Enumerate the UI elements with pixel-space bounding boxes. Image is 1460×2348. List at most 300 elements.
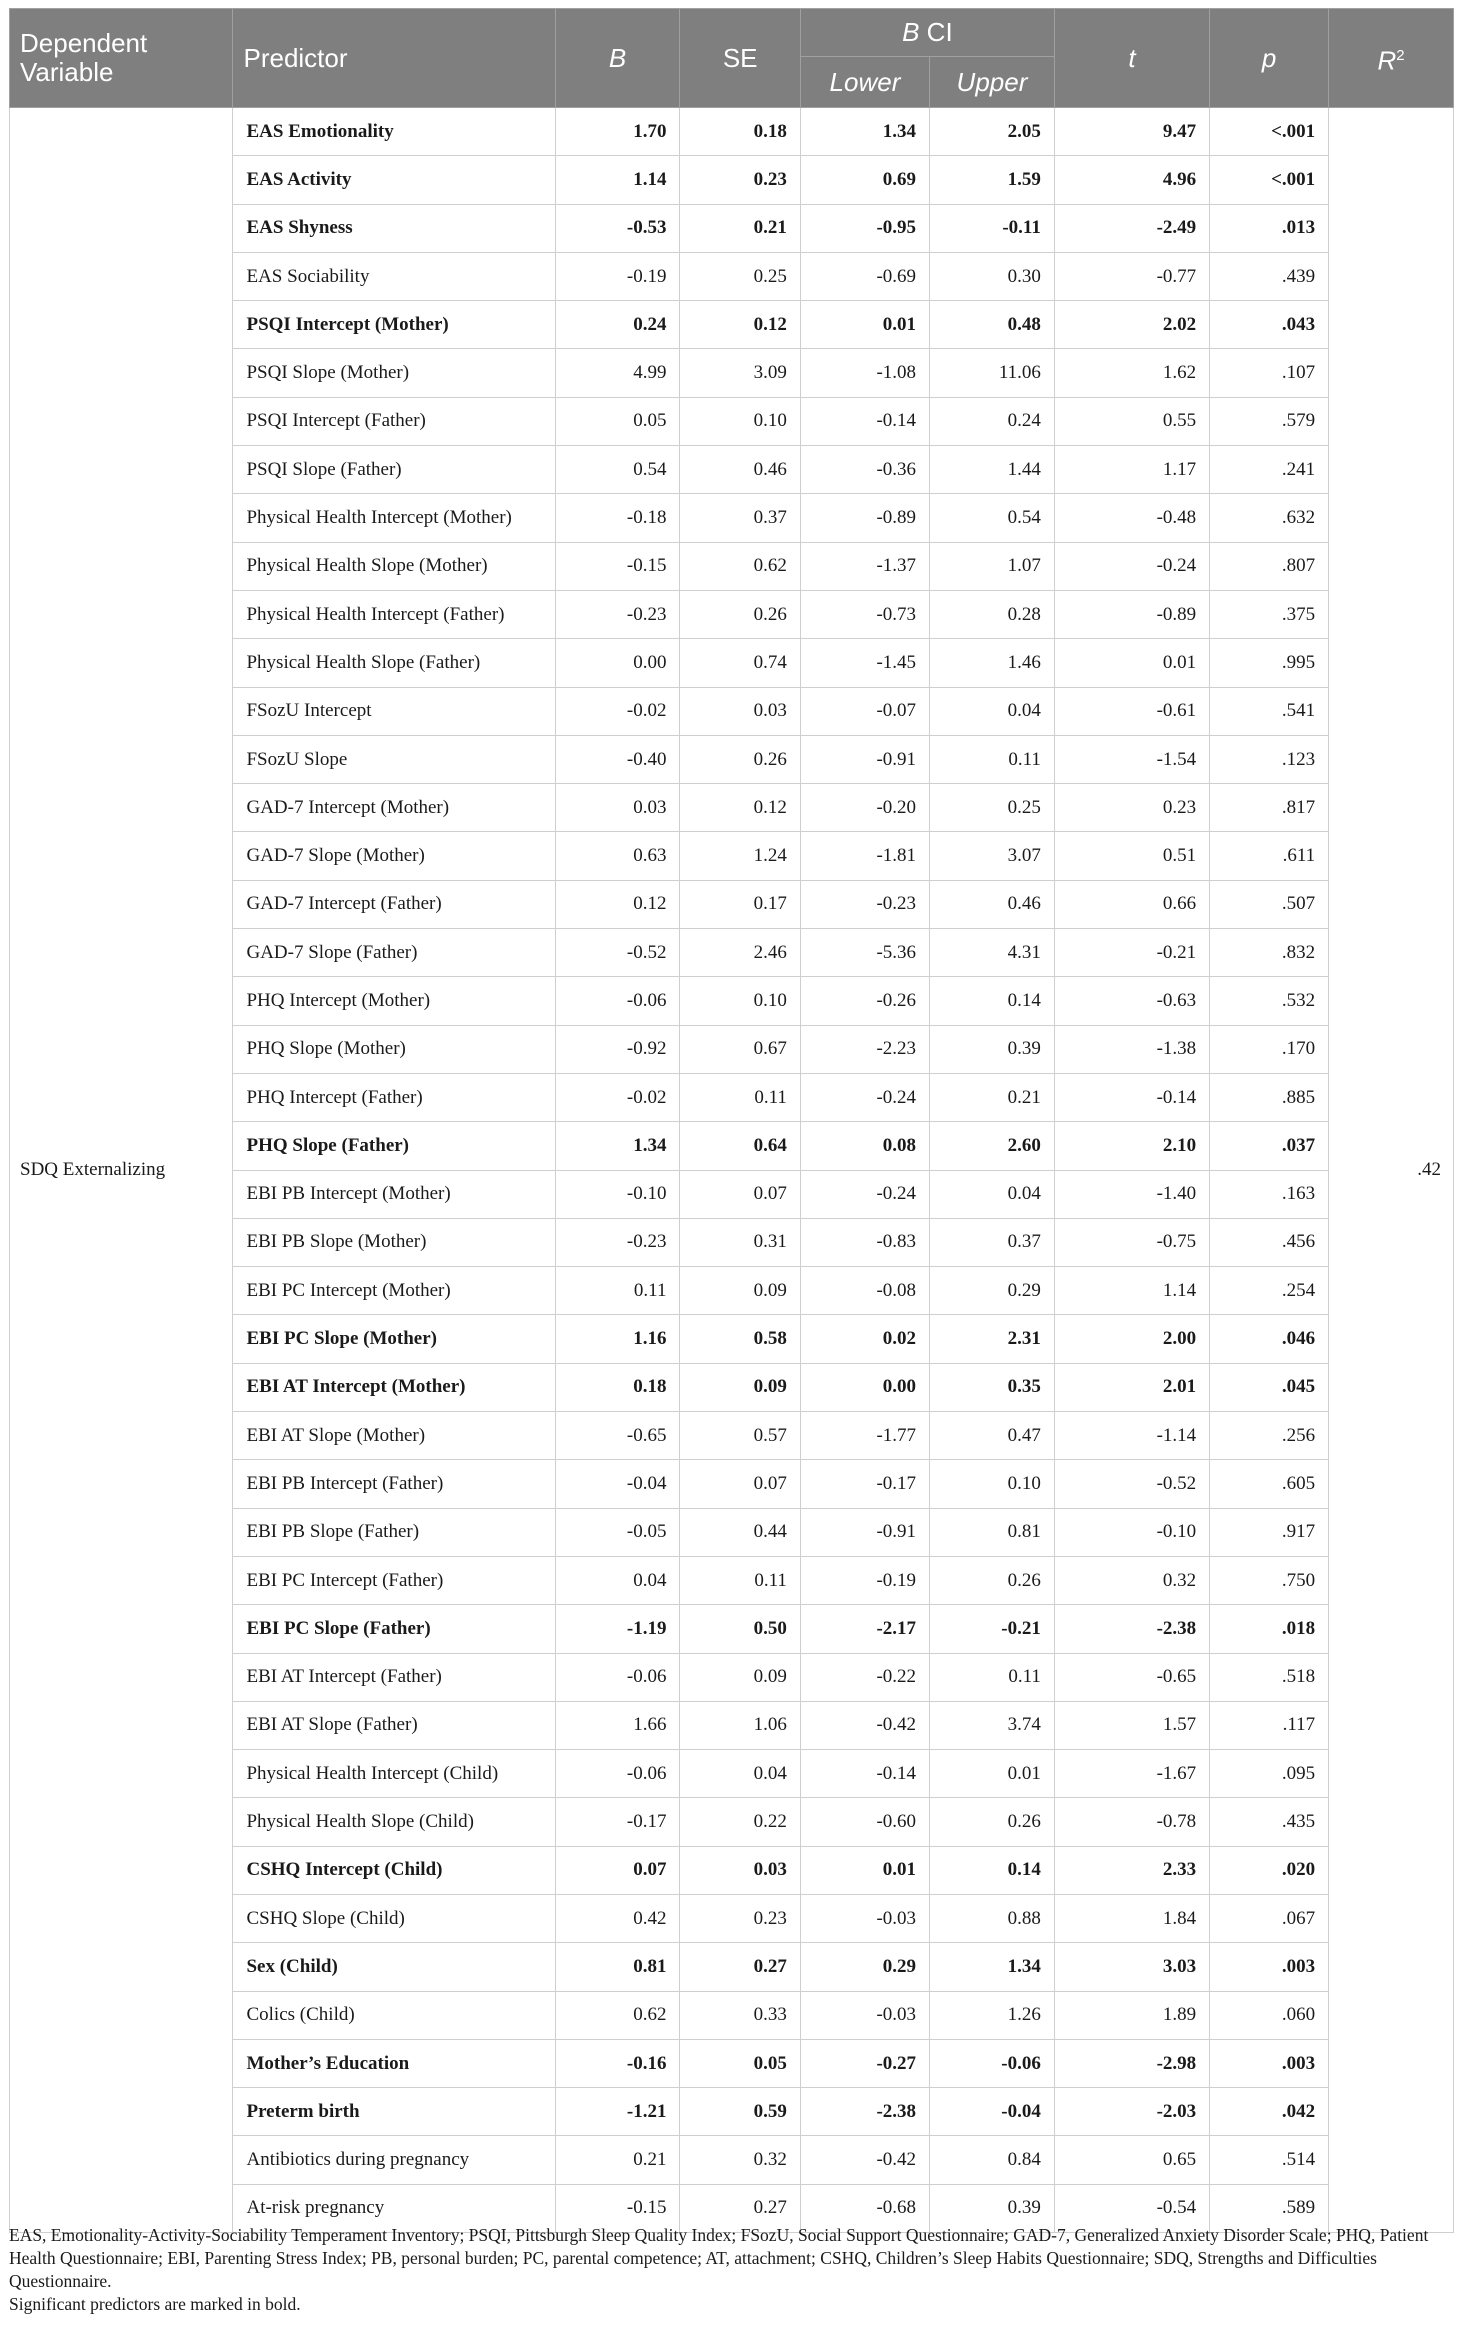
header-lower: Lower — [800, 57, 929, 108]
b-cell: 1.70 — [555, 108, 680, 156]
b-cell: 1.66 — [555, 1701, 680, 1749]
upper-cell: 2.05 — [930, 108, 1055, 156]
lower-cell: 0.00 — [800, 1363, 929, 1411]
predictor-cell: EBI PB Slope (Mother) — [233, 1218, 555, 1266]
b-cell: -0.05 — [555, 1508, 680, 1556]
upper-cell: 0.04 — [930, 1170, 1055, 1218]
upper-cell: -0.21 — [930, 1605, 1055, 1653]
predictor-cell: Colics (Child) — [233, 1991, 555, 2039]
t-cell: 2.33 — [1054, 1846, 1209, 1894]
upper-cell: 0.54 — [930, 494, 1055, 542]
b-cell: 0.81 — [555, 1943, 680, 1991]
upper-cell: 0.39 — [930, 1025, 1055, 1073]
b-cell: -0.19 — [555, 252, 680, 300]
predictor-cell: Mother’s Education — [233, 2039, 555, 2087]
header-upper: Upper — [930, 57, 1055, 108]
predictor-cell: GAD-7 Slope (Mother) — [233, 832, 555, 880]
se-cell: 0.11 — [680, 1073, 800, 1121]
p-cell: .117 — [1210, 1701, 1329, 1749]
lower-cell: -2.23 — [800, 1025, 929, 1073]
predictor-cell: At-risk pregnancy — [233, 2184, 555, 2232]
b-cell: -0.53 — [555, 204, 680, 252]
lower-cell: -2.38 — [800, 2088, 929, 2136]
lower-cell: -0.60 — [800, 1798, 929, 1846]
predictor-cell: EAS Shyness — [233, 204, 555, 252]
t-cell: 0.55 — [1054, 397, 1209, 445]
lower-cell: -1.77 — [800, 1412, 929, 1460]
lower-cell: -2.17 — [800, 1605, 929, 1653]
b-cell: -0.65 — [555, 1412, 680, 1460]
se-cell: 0.57 — [680, 1412, 800, 1460]
abbreviations-note: EAS, Emotionality-Activity-Sociability Temperament Inventory; PSQI, Pittsburgh Sleep Quality Index; FSozU, Social Support Questionnaire; GAD-7, Generalized Anxiety Disorder Scale; PHQ, Patient Health Questionnaire; EBI, Parenting Stress Index; PB, personal burden; PC, parental competence; AT, attachment; CSHQ, Children’s Sleep Habits Questionnaire; SDQ, Strengths and Difficulties Questionnaire. — [9, 2225, 1429, 2291]
predictor-cell: EBI PC Intercept (Father) — [233, 1556, 555, 1604]
t-cell: 2.00 — [1054, 1315, 1209, 1363]
predictor-cell: PHQ Slope (Father) — [233, 1122, 555, 1170]
header-b-ci-text: CI — [926, 17, 953, 47]
predictor-cell: Preterm birth — [233, 2088, 555, 2136]
p-cell: .060 — [1210, 1991, 1329, 2039]
p-cell: .995 — [1210, 639, 1329, 687]
t-cell: -0.75 — [1054, 1218, 1209, 1266]
predictor-cell: EBI PC Intercept (Mother) — [233, 1267, 555, 1315]
upper-cell: 0.88 — [930, 1894, 1055, 1942]
p-cell: .750 — [1210, 1556, 1329, 1604]
se-cell: 0.07 — [680, 1460, 800, 1508]
lower-cell: -0.91 — [800, 1508, 929, 1556]
b-cell: 0.63 — [555, 832, 680, 880]
se-cell: 0.44 — [680, 1508, 800, 1556]
t-cell: 0.23 — [1054, 784, 1209, 832]
b-cell: -0.04 — [555, 1460, 680, 1508]
upper-cell: 1.34 — [930, 1943, 1055, 1991]
lower-cell: -0.73 — [800, 590, 929, 638]
b-cell: -0.06 — [555, 977, 680, 1025]
p-cell: .003 — [1210, 1943, 1329, 1991]
b-cell: -0.18 — [555, 494, 680, 542]
se-cell: 1.06 — [680, 1701, 800, 1749]
p-cell: .632 — [1210, 494, 1329, 542]
table-body — [10, 108, 1454, 2233]
t-cell: -1.67 — [1054, 1750, 1209, 1798]
upper-cell: 0.84 — [930, 2136, 1055, 2184]
se-cell: 0.59 — [680, 2088, 800, 2136]
upper-cell: 3.07 — [930, 832, 1055, 880]
b-cell: -0.16 — [555, 2039, 680, 2087]
se-cell: 0.11 — [680, 1556, 800, 1604]
upper-cell: 0.46 — [930, 880, 1055, 928]
lower-cell: -0.91 — [800, 735, 929, 783]
p-cell: .456 — [1210, 1218, 1329, 1266]
predictor-cell: Physical Health Slope (Father) — [233, 639, 555, 687]
se-cell: 0.17 — [680, 880, 800, 928]
lower-cell: -0.22 — [800, 1653, 929, 1701]
predictor-cell: EAS Activity — [233, 156, 555, 204]
t-cell: 0.65 — [1054, 2136, 1209, 2184]
predictor-cell: PSQI Intercept (Father) — [233, 397, 555, 445]
t-cell: -1.40 — [1054, 1170, 1209, 1218]
t-cell: 2.10 — [1054, 1122, 1209, 1170]
lower-cell: -0.69 — [800, 252, 929, 300]
b-cell: -0.52 — [555, 929, 680, 977]
b-cell: 1.16 — [555, 1315, 680, 1363]
p-cell: .435 — [1210, 1798, 1329, 1846]
predictor-cell: EBI PB Intercept (Father) — [233, 1460, 555, 1508]
lower-cell: 0.29 — [800, 1943, 929, 1991]
t-cell: -0.78 — [1054, 1798, 1209, 1846]
lower-cell: -0.68 — [800, 2184, 929, 2232]
b-cell: 0.12 — [555, 880, 680, 928]
upper-cell: 0.39 — [930, 2184, 1055, 2232]
lower-cell: -0.03 — [800, 1894, 929, 1942]
header-predictor: Predictor — [233, 9, 555, 108]
p-cell: .107 — [1210, 349, 1329, 397]
b-cell: 4.99 — [555, 349, 680, 397]
lower-cell: -0.26 — [800, 977, 929, 1025]
b-cell: -0.10 — [555, 1170, 680, 1218]
lower-cell: -1.37 — [800, 542, 929, 590]
b-cell: 0.24 — [555, 301, 680, 349]
se-cell: 2.46 — [680, 929, 800, 977]
se-cell: 0.26 — [680, 735, 800, 783]
predictor-cell: PSQI Slope (Father) — [233, 446, 555, 494]
p-cell: .254 — [1210, 1267, 1329, 1315]
t-cell: -0.52 — [1054, 1460, 1209, 1508]
upper-cell: -0.11 — [930, 204, 1055, 252]
t-cell: -0.61 — [1054, 687, 1209, 735]
t-cell: 1.57 — [1054, 1701, 1209, 1749]
lower-cell: -0.07 — [800, 687, 929, 735]
t-cell: 0.32 — [1054, 1556, 1209, 1604]
lower-cell: -0.27 — [800, 2039, 929, 2087]
b-cell: -0.15 — [555, 2184, 680, 2232]
b-cell: 0.42 — [555, 1894, 680, 1942]
p-cell: .579 — [1210, 397, 1329, 445]
b-cell: -0.17 — [555, 1798, 680, 1846]
predictor-cell: Physical Health Slope (Mother) — [233, 542, 555, 590]
p-cell: .514 — [1210, 2136, 1329, 2184]
lower-cell: 0.01 — [800, 301, 929, 349]
t-cell: -0.14 — [1054, 1073, 1209, 1121]
predictor-cell: EBI AT Slope (Mother) — [233, 1412, 555, 1460]
header-p: p — [1210, 9, 1329, 108]
lower-cell: -0.36 — [800, 446, 929, 494]
se-cell: 1.24 — [680, 832, 800, 880]
predictor-cell: EBI PC Slope (Mother) — [233, 1315, 555, 1363]
predictor-cell: Physical Health Intercept (Mother) — [233, 494, 555, 542]
p-cell: .241 — [1210, 446, 1329, 494]
predictor-cell: GAD-7 Slope (Father) — [233, 929, 555, 977]
header-b: B — [555, 9, 680, 108]
predictor-cell: PHQ Slope (Mother) — [233, 1025, 555, 1073]
se-cell: 0.04 — [680, 1750, 800, 1798]
t-cell: 4.96 — [1054, 156, 1209, 204]
header-t: t — [1054, 9, 1209, 108]
p-cell: .807 — [1210, 542, 1329, 590]
predictor-cell: Antibiotics during pregnancy — [233, 2136, 555, 2184]
b-cell: -0.23 — [555, 590, 680, 638]
p-cell: .095 — [1210, 1750, 1329, 1798]
header-se: SE — [680, 9, 800, 108]
lower-cell: -0.42 — [800, 1701, 929, 1749]
predictor-cell: Sex (Child) — [233, 1943, 555, 1991]
t-cell: 1.84 — [1054, 1894, 1209, 1942]
b-cell: 0.21 — [555, 2136, 680, 2184]
upper-cell: 0.35 — [930, 1363, 1055, 1411]
predictor-cell: GAD-7 Intercept (Mother) — [233, 784, 555, 832]
b-cell: -0.15 — [555, 542, 680, 590]
p-cell: .256 — [1210, 1412, 1329, 1460]
b-cell: 0.00 — [555, 639, 680, 687]
se-cell: 0.05 — [680, 2039, 800, 2087]
b-cell: 0.54 — [555, 446, 680, 494]
predictor-cell: EBI AT Slope (Father) — [233, 1701, 555, 1749]
se-cell: 0.58 — [680, 1315, 800, 1363]
lower-cell: 0.01 — [800, 1846, 929, 1894]
se-cell: 0.22 — [680, 1798, 800, 1846]
se-cell: 0.03 — [680, 1846, 800, 1894]
lower-cell: -0.95 — [800, 204, 929, 252]
t-cell: -0.65 — [1054, 1653, 1209, 1701]
lower-cell: -1.81 — [800, 832, 929, 880]
upper-cell: 0.24 — [930, 397, 1055, 445]
regression-table — [9, 8, 1454, 2233]
dependent-variable-cell: SDQ Externalizing — [10, 108, 233, 2233]
se-cell: 0.32 — [680, 2136, 800, 2184]
p-cell: .020 — [1210, 1846, 1329, 1894]
b-cell: -1.21 — [555, 2088, 680, 2136]
upper-cell: 1.59 — [930, 156, 1055, 204]
t-cell: -1.54 — [1054, 735, 1209, 783]
upper-cell: 3.74 — [930, 1701, 1055, 1749]
upper-cell: 0.26 — [930, 1798, 1055, 1846]
upper-cell: 0.25 — [930, 784, 1055, 832]
b-cell: -1.19 — [555, 1605, 680, 1653]
lower-cell: -0.24 — [800, 1170, 929, 1218]
predictor-cell: PHQ Intercept (Father) — [233, 1073, 555, 1121]
upper-cell: 0.29 — [930, 1267, 1055, 1315]
p-cell: .611 — [1210, 832, 1329, 880]
se-cell: 0.09 — [680, 1653, 800, 1701]
upper-cell: 0.01 — [930, 1750, 1055, 1798]
lower-cell: -1.45 — [800, 639, 929, 687]
se-cell: 0.18 — [680, 108, 800, 156]
p-cell: .163 — [1210, 1170, 1329, 1218]
lower-cell: -0.23 — [800, 880, 929, 928]
se-cell: 0.64 — [680, 1122, 800, 1170]
upper-cell: 0.14 — [930, 977, 1055, 1025]
p-cell: .042 — [1210, 2088, 1329, 2136]
b-cell: -0.02 — [555, 1073, 680, 1121]
lower-cell: 1.34 — [800, 108, 929, 156]
upper-cell: 2.31 — [930, 1315, 1055, 1363]
t-cell: 0.66 — [1054, 880, 1209, 928]
p-cell: .917 — [1210, 1508, 1329, 1556]
se-cell: 0.23 — [680, 156, 800, 204]
se-cell: 0.25 — [680, 252, 800, 300]
t-cell: 1.17 — [1054, 446, 1209, 494]
upper-cell: 1.07 — [930, 542, 1055, 590]
b-cell: -0.92 — [555, 1025, 680, 1073]
lower-cell: -5.36 — [800, 929, 929, 977]
p-cell: .067 — [1210, 1894, 1329, 1942]
upper-cell: 0.11 — [930, 735, 1055, 783]
header-b-ci — [800, 9, 1054, 57]
upper-cell: 0.14 — [930, 1846, 1055, 1894]
predictor-cell: Physical Health Slope (Child) — [233, 1798, 555, 1846]
table-header — [10, 9, 1454, 108]
t-cell: 2.02 — [1054, 301, 1209, 349]
upper-cell: 0.21 — [930, 1073, 1055, 1121]
t-cell: -1.38 — [1054, 1025, 1209, 1073]
t-cell: 1.62 — [1054, 349, 1209, 397]
se-cell: 0.23 — [680, 1894, 800, 1942]
se-cell: 0.07 — [680, 1170, 800, 1218]
predictor-cell: PSQI Slope (Mother) — [233, 349, 555, 397]
upper-cell: 0.30 — [930, 252, 1055, 300]
table-row — [10, 108, 1454, 156]
p-cell: .507 — [1210, 880, 1329, 928]
t-cell: -2.38 — [1054, 1605, 1209, 1653]
p-cell: .817 — [1210, 784, 1329, 832]
p-cell: .885 — [1210, 1073, 1329, 1121]
se-cell: 0.50 — [680, 1605, 800, 1653]
b-cell: -0.02 — [555, 687, 680, 735]
upper-cell: 1.46 — [930, 639, 1055, 687]
p-cell: .541 — [1210, 687, 1329, 735]
predictor-cell: PSQI Intercept (Mother) — [233, 301, 555, 349]
lower-cell: -0.83 — [800, 1218, 929, 1266]
t-cell: 1.89 — [1054, 1991, 1209, 2039]
se-cell: 0.26 — [680, 590, 800, 638]
se-cell: 0.10 — [680, 397, 800, 445]
t-cell: -0.10 — [1054, 1508, 1209, 1556]
se-cell: 0.31 — [680, 1218, 800, 1266]
lower-cell: -0.03 — [800, 1991, 929, 2039]
p-cell: .003 — [1210, 2039, 1329, 2087]
b-cell: 0.04 — [555, 1556, 680, 1604]
t-cell: -0.48 — [1054, 494, 1209, 542]
t-cell: -0.77 — [1054, 252, 1209, 300]
se-cell: 0.27 — [680, 1943, 800, 1991]
t-cell: -0.54 — [1054, 2184, 1209, 2232]
upper-cell: 1.44 — [930, 446, 1055, 494]
p-cell: .045 — [1210, 1363, 1329, 1411]
b-cell: -0.06 — [555, 1653, 680, 1701]
se-cell: 0.67 — [680, 1025, 800, 1073]
lower-cell: -0.24 — [800, 1073, 929, 1121]
upper-cell: 1.26 — [930, 1991, 1055, 2039]
t-cell: 0.01 — [1054, 639, 1209, 687]
p-cell: .037 — [1210, 1122, 1329, 1170]
t-cell: -0.21 — [1054, 929, 1209, 977]
lower-cell: 0.69 — [800, 156, 929, 204]
t-cell: -2.03 — [1054, 2088, 1209, 2136]
upper-cell: 0.37 — [930, 1218, 1055, 1266]
predictor-cell: EBI PB Slope (Father) — [233, 1508, 555, 1556]
header-b-ci-b: B — [902, 17, 920, 47]
p-cell: .589 — [1210, 2184, 1329, 2232]
upper-cell: -0.06 — [930, 2039, 1055, 2087]
se-cell: 3.09 — [680, 349, 800, 397]
p-cell: .123 — [1210, 735, 1329, 783]
b-cell: 0.18 — [555, 1363, 680, 1411]
b-cell: -0.23 — [555, 1218, 680, 1266]
predictor-cell: Physical Health Intercept (Child) — [233, 1750, 555, 1798]
lower-cell: -0.20 — [800, 784, 929, 832]
lower-cell: -0.14 — [800, 1750, 929, 1798]
significance-note: Significant predictors are marked in bold. — [9, 2294, 301, 2314]
predictor-cell: EAS Emotionality — [233, 108, 555, 156]
lower-cell: 0.08 — [800, 1122, 929, 1170]
p-cell: .043 — [1210, 301, 1329, 349]
se-cell: 0.62 — [680, 542, 800, 590]
table-notes — [9, 2224, 1454, 2316]
se-cell: 0.12 — [680, 784, 800, 832]
t-cell: 0.51 — [1054, 832, 1209, 880]
upper-cell: 0.81 — [930, 1508, 1055, 1556]
header-r-squared: $R^2$ — [1329, 9, 1454, 108]
predictor-cell: FSozU Intercept — [233, 687, 555, 735]
upper-cell: 0.10 — [930, 1460, 1055, 1508]
t-cell: -2.49 — [1054, 204, 1209, 252]
p-cell: <.001 — [1210, 108, 1329, 156]
upper-cell: 0.47 — [930, 1412, 1055, 1460]
predictor-cell: Physical Health Intercept (Father) — [233, 590, 555, 638]
t-cell: 3.03 — [1054, 1943, 1209, 1991]
predictor-cell: FSozU Slope — [233, 735, 555, 783]
t-cell: -2.98 — [1054, 2039, 1209, 2087]
lower-cell: -0.17 — [800, 1460, 929, 1508]
se-cell: 0.46 — [680, 446, 800, 494]
p-cell: .018 — [1210, 1605, 1329, 1653]
predictor-cell: EAS Sociability — [233, 252, 555, 300]
upper-cell: 0.26 — [930, 1556, 1055, 1604]
b-cell: -0.06 — [555, 1750, 680, 1798]
t-cell: -0.63 — [1054, 977, 1209, 1025]
upper-cell: 0.28 — [930, 590, 1055, 638]
predictor-cell: EBI AT Intercept (Father) — [233, 1653, 555, 1701]
predictor-cell: EBI AT Intercept (Mother) — [233, 1363, 555, 1411]
upper-cell: 0.48 — [930, 301, 1055, 349]
lower-cell: -1.08 — [800, 349, 929, 397]
b-cell: 0.07 — [555, 1846, 680, 1894]
p-cell: .013 — [1210, 204, 1329, 252]
t-cell: 1.14 — [1054, 1267, 1209, 1315]
lower-cell: -0.19 — [800, 1556, 929, 1604]
b-cell: 1.14 — [555, 156, 680, 204]
lower-cell: -0.08 — [800, 1267, 929, 1315]
p-cell: .605 — [1210, 1460, 1329, 1508]
p-cell: .046 — [1210, 1315, 1329, 1363]
lower-cell: -0.42 — [800, 2136, 929, 2184]
predictor-cell: CSHQ Slope (Child) — [233, 1894, 555, 1942]
p-cell: <.001 — [1210, 156, 1329, 204]
se-cell: 0.09 — [680, 1363, 800, 1411]
se-cell: 0.33 — [680, 1991, 800, 2039]
p-cell: .375 — [1210, 590, 1329, 638]
b-cell: 1.34 — [555, 1122, 680, 1170]
p-cell: .170 — [1210, 1025, 1329, 1073]
se-cell: 0.37 — [680, 494, 800, 542]
p-cell: .518 — [1210, 1653, 1329, 1701]
t-cell: 2.01 — [1054, 1363, 1209, 1411]
upper-cell: 11.06 — [930, 349, 1055, 397]
p-cell: .832 — [1210, 929, 1329, 977]
predictor-cell: PHQ Intercept (Mother) — [233, 977, 555, 1025]
regression-table-container — [9, 8, 1454, 2233]
se-cell: 0.10 — [680, 977, 800, 1025]
t-cell: 9.47 — [1054, 108, 1209, 156]
